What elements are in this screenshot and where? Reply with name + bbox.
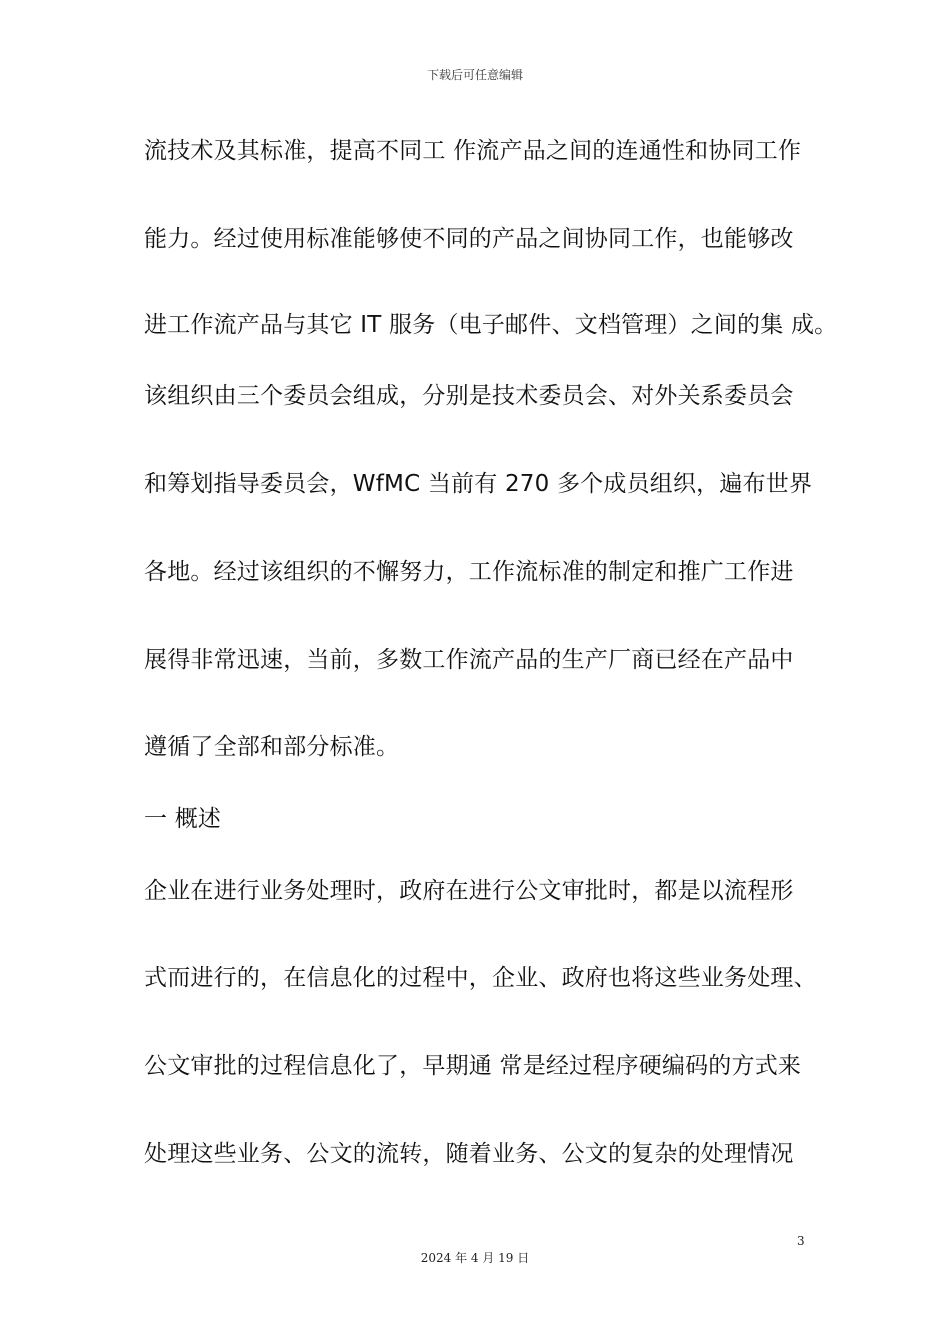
body-line: 该组织由三个委员会组成，分别是技术委员会、对外关系委员会 xyxy=(144,383,794,409)
body-line: 企业在进行业务处理时，政府在进行公文审批时，都是以流程形 xyxy=(144,878,794,904)
section-heading: 一 概述 xyxy=(144,806,222,832)
body-line: 公文审批的过程信息化了，早期通 常是经过程序硬编码的方式来 xyxy=(144,1053,802,1079)
body-line: 和筹划指导委员会，WfMC 当前有 270 多个成员组织，遍布世界 xyxy=(144,471,813,497)
body-line: 流技术及其标准，提高不同工 作流产品之间的连通性和协同工作 xyxy=(144,138,802,164)
body-line: 进工作流产品与其它 IT 服务（电子邮件、文档管理）之间的集 成。 xyxy=(144,312,838,338)
body-line: 遵循了全部和部分标准。 xyxy=(144,734,400,760)
body-line: 展得非常迅速，当前，多数工作流产品的生产厂商已经在产品中 xyxy=(144,647,794,673)
footer-date: 2024 年 4 月 19 日 xyxy=(420,1251,530,1265)
page-number: 3 xyxy=(797,1234,805,1248)
body-line: 各地。经过该组织的不懈努力，工作流标准的制定和推广工作进 xyxy=(144,559,794,585)
header-note: 下载后可任意编辑 xyxy=(426,68,523,82)
body-line: 处理这些业务、公文的流转，随着业务、公文的复杂的处理情况 xyxy=(144,1141,794,1167)
body-line: 能力。经过使用标准能够使不同的产品之间协同工作，也能够改 xyxy=(144,226,794,252)
body-line: 式而进行的，在信息化的过程中，企业、政府也将这些业务处理、 xyxy=(144,965,817,991)
